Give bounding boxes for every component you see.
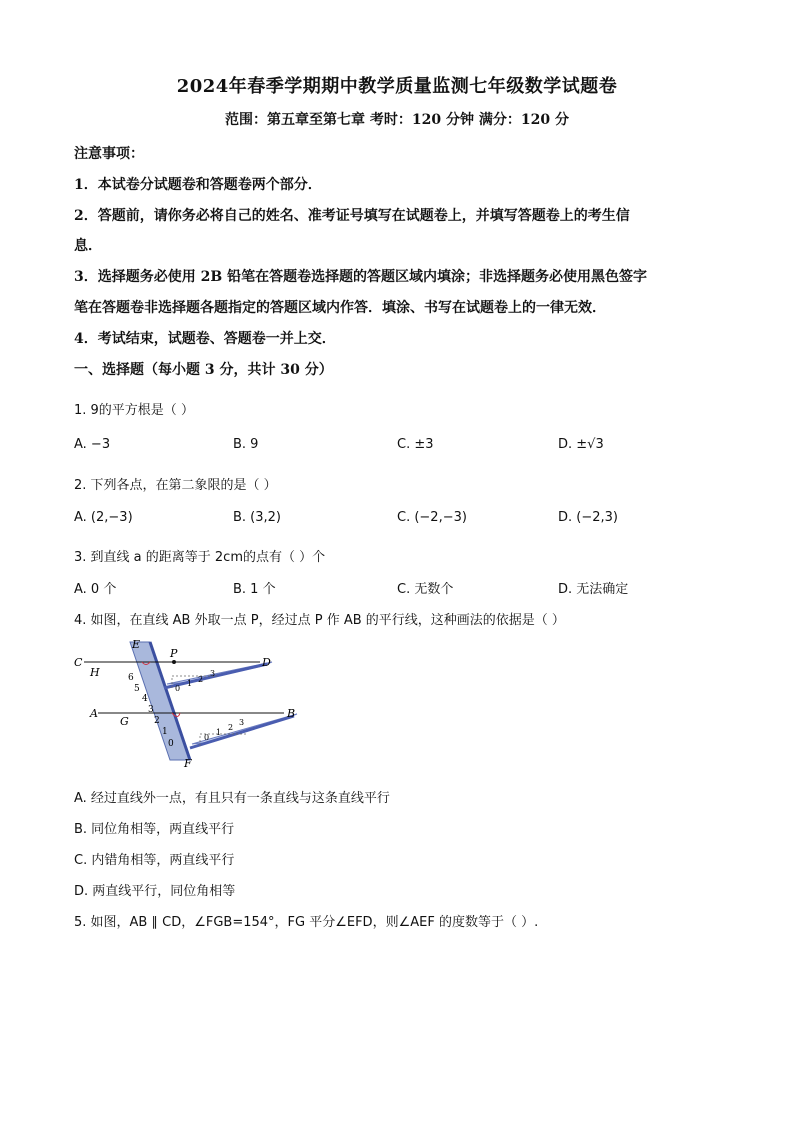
set-square-mark: 0 <box>204 733 210 742</box>
q2-option-d: D. (−2,3) <box>558 510 618 525</box>
question-4-stem: 4. 如图，在直线 AB 外取一点 P，经过点 P 作 AB 的平行线，这种画法的依据是（ ） <box>74 613 565 628</box>
question-5-stem: 5. 如图，AB ∥ CD，∠FGB=154°，FG 平分∠EFD，则∠AEF 的度数等于（ ）. <box>74 915 539 930</box>
question-3-stem: 3. 到直线 a 的距离等于 2cm的点有（ ）个 <box>74 550 326 565</box>
ruler-mark: 0 <box>168 739 174 749</box>
q1-option-d: D. ±√3 <box>558 437 604 452</box>
note-item: 4．考试结束，试题卷、答题卷一并上交． <box>74 331 336 347</box>
ruler-mark: 3 <box>148 705 154 715</box>
label-b: B <box>287 707 296 720</box>
label-f: F <box>184 757 192 770</box>
parallel-ruler-figure <box>72 636 307 771</box>
q1-option-c: C. ±3 <box>397 437 434 452</box>
q1-option-a: A. −3 <box>74 437 111 452</box>
label-a: A <box>90 707 98 720</box>
note-item: 3．选择题务必使用 2B 铅笔在答题卷选择题的答题区域内填涂；非选择题务必使用黑色签字 <box>74 269 648 285</box>
q4-option-d: D. 两直线平行，同位角相等 <box>74 884 236 899</box>
q3-option-d: D. 无法确定 <box>558 582 629 597</box>
page-title: 2024年春季学期期中教学质量监测七年级数学试题卷 <box>176 76 618 97</box>
label-h: H <box>90 666 100 679</box>
set-square-mark: 1 <box>187 679 193 688</box>
q4-option-a: A. 经过直线外一点，有且只有一条直线与这条直线平行 <box>74 791 390 806</box>
label-p: P <box>170 647 178 660</box>
ruler-mark: 1 <box>162 727 168 737</box>
notes-heading: 注意事项： <box>74 146 144 162</box>
note-item: 1．本试卷分试题卷和答题卷两个部分． <box>74 177 322 193</box>
ruler-mark: 4 <box>142 694 148 704</box>
ruler-shape <box>130 642 193 760</box>
ruler-mark: 6 <box>128 673 134 683</box>
q4-option-c: C. 内错角相等，两直线平行 <box>74 853 235 868</box>
label-e: E <box>132 638 141 651</box>
q2-option-a: A. (2,−3) <box>74 510 133 525</box>
q3-option-c: C. 无数个 <box>397 582 454 597</box>
note-item: 息． <box>74 238 102 254</box>
section-heading: 一、选择题（每小题 3 分，共计 30 分） <box>74 362 333 378</box>
set-square-mark: 2 <box>198 675 204 684</box>
set-square-mark: 0 <box>175 684 181 693</box>
q2-option-c: C. (−2,−3) <box>397 510 467 525</box>
question-1-stem: 1. 9的平方根是（ ） <box>74 403 194 418</box>
set-square-mark: 3 <box>210 669 216 678</box>
q3-option-b: B. 1 个 <box>233 582 276 597</box>
question-2-stem: 2. 下列各点，在第二象限的是（ ） <box>74 478 277 493</box>
q4-option-b: B. 同位角相等，两直线平行 <box>74 822 235 837</box>
set-square-mark: 2 <box>228 723 234 732</box>
ruler-mark: 5 <box>134 684 140 694</box>
note-item: 笔在答题卷非选择题各题指定的答题区域内作答．填涂、书写在试题卷上的一律无效． <box>74 300 606 316</box>
set-square-mark: 3 <box>239 718 245 727</box>
label-g: G <box>120 715 129 728</box>
label-d: D <box>262 656 271 669</box>
note-item: 2．答题前，请你务必将自己的姓名、准考证号填写在试题卷上，并填写答题卷上的考生信 <box>74 208 630 224</box>
exam-info: 范围：第五章至第七章 考时：120 分钟 满分：120 分 <box>225 112 569 128</box>
point-p <box>172 660 176 664</box>
q1-option-b: B. 9 <box>233 437 259 452</box>
label-c: C <box>74 656 83 669</box>
ruler-mark: 2 <box>154 716 160 726</box>
q3-option-a: A. 0 个 <box>74 582 117 597</box>
set-square-mark: 1 <box>216 728 222 737</box>
q2-option-b: B. (3,2) <box>233 510 282 525</box>
